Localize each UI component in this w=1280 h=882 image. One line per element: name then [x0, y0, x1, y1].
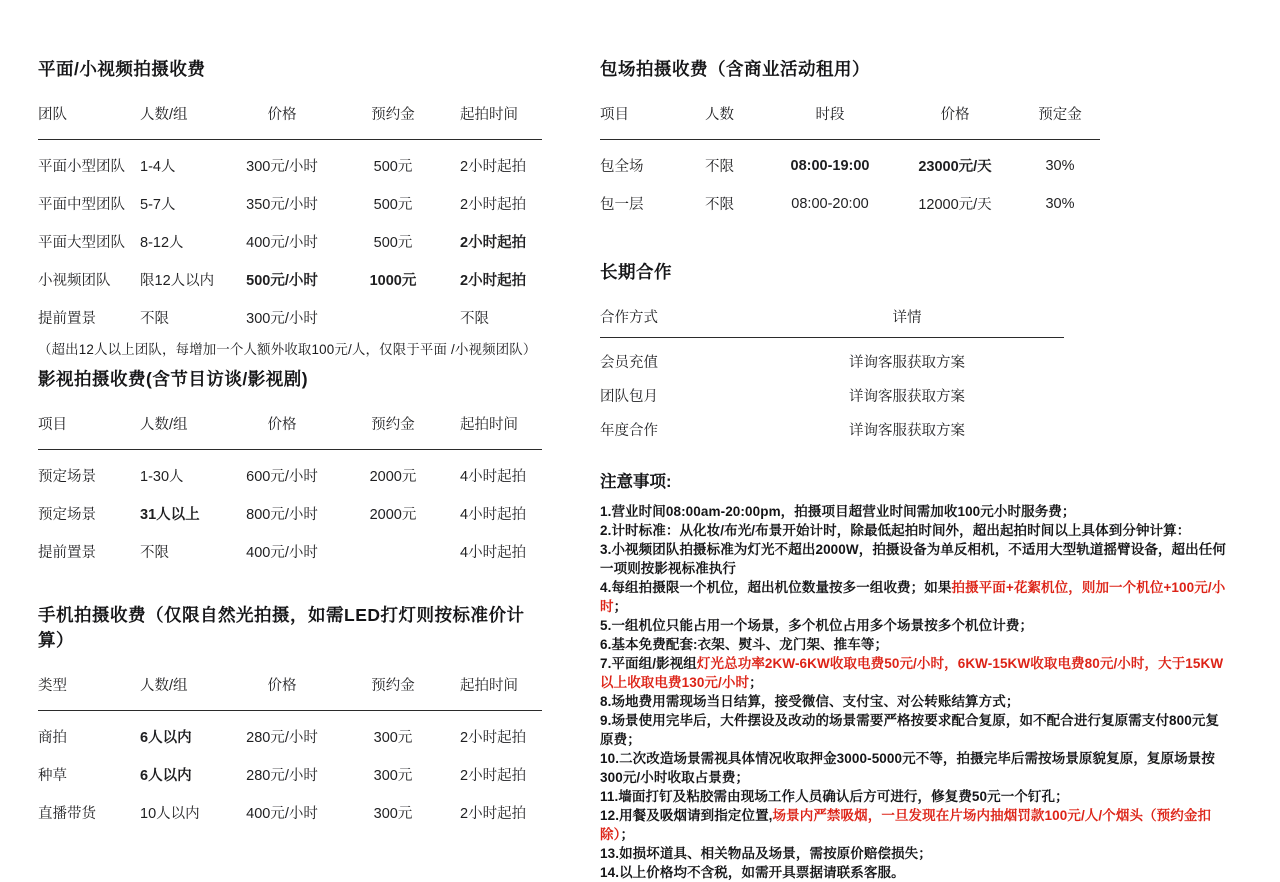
film-pricing-table	[38, 413, 542, 571]
column-header: 预约金	[371, 416, 415, 433]
note-text: 1.营业时间08:00am-20:00pm，拍摄项目超营业时间需加收100元小时服务费；	[600, 504, 1076, 519]
note-item	[600, 787, 1228, 806]
note-text: 10.二次改造场景需视具体情况收取押金3000-5000元不等，拍摄完毕后需按场景原貌复原，复原场景按300元/小时收取占景费；	[600, 751, 1215, 785]
column-header: 预约金	[371, 107, 415, 123]
column-header: 类型	[38, 678, 67, 694]
table-row	[38, 185, 542, 223]
table-cell: 23000元/天	[918, 159, 992, 175]
column-header: 起拍时间	[460, 107, 518, 123]
table-cell: 500元	[373, 197, 413, 213]
table-cell: 商拍	[38, 730, 67, 746]
table-cell: 2小时起拍	[460, 197, 527, 213]
column-header: 项目	[600, 107, 629, 123]
table-cell: 不限	[705, 197, 734, 213]
table-row	[600, 337, 1064, 378]
note-item	[600, 521, 1228, 540]
note-text: 8.场地费用需现场当日结算，接受微信、支付宝、对公转账结算方式；	[600, 694, 1020, 709]
table-cell: 400元/小时	[246, 806, 318, 822]
table-row	[38, 794, 542, 832]
note-item	[600, 616, 1228, 635]
column-header: 预定金	[1038, 107, 1082, 123]
table-cell: 平面大型团队	[38, 235, 125, 251]
table-cell: 团队包月	[600, 388, 658, 405]
note-item	[600, 806, 1228, 844]
table-cell: 08:00-19:00	[790, 157, 870, 174]
venue-pricing-table	[600, 103, 1100, 223]
table-cell: 包全场	[600, 159, 644, 175]
table-cell: 2000元	[369, 468, 417, 485]
flat-video-pricing-table	[38, 103, 542, 337]
note-item	[600, 711, 1228, 749]
table-cell: 2000元	[369, 506, 417, 523]
table-cell: 300元/小时	[246, 311, 318, 327]
column-header: 合作方式	[600, 309, 658, 326]
table-cell: 300元	[373, 768, 413, 784]
table-cell: 6人以内	[140, 730, 192, 746]
table-cell: 不限	[460, 311, 489, 327]
table-cell: 2小时起拍	[460, 730, 527, 746]
header-row	[600, 103, 1100, 140]
table-cell	[332, 299, 454, 337]
table-cell: 详询客服获取方案	[849, 354, 965, 371]
table-cell: 平面中型团队	[38, 197, 125, 213]
right-column	[600, 56, 1228, 882]
table-cell: 2小时起拍	[460, 273, 527, 289]
note-item	[600, 502, 1228, 521]
column-header: 价格	[267, 416, 297, 433]
table-cell: 包一层	[600, 197, 644, 213]
section-notes	[600, 468, 1228, 882]
table-cell: 1-4人	[140, 159, 176, 175]
table-row	[600, 140, 1100, 185]
table-cell: 10人以内	[140, 806, 200, 822]
table-cell: 提前置景	[38, 544, 96, 561]
table-cell: 600元/小时	[246, 468, 318, 485]
table-cell: 350元/小时	[246, 197, 318, 213]
table-cell: 限12人以内	[140, 273, 215, 289]
note-text: 11.墙面打钉及粘胶需由现场工作人员确认后方可进行，修复费50元一个钉孔；	[600, 789, 1069, 804]
note-text: ；	[613, 599, 628, 614]
table-row	[38, 532, 542, 570]
phone-section-title: 手机拍摄收费（仅限自然光拍摄，如需LED打灯则按标准价计算）	[38, 605, 525, 650]
note-text: 12.用餐及吸烟请到指定位置,	[600, 808, 773, 823]
table-row	[38, 756, 542, 794]
note-text: 6.基本免费配套:衣架、熨斗、龙门架、推车等；	[600, 637, 889, 652]
note-text: 3.小视频团队拍摄标准为灯光不超出2000W，拍摄设备为单反相机，不适用大型轨道摇臂设备，超出任何一项则按影视标准执行	[600, 542, 1226, 576]
table-cell: 2小时起拍	[460, 159, 527, 175]
table-cell: 31人以上	[140, 506, 200, 523]
table-row	[600, 378, 1064, 412]
table-cell: 提前置景	[38, 311, 96, 327]
table-cell: 预定场景	[38, 506, 96, 523]
note-item	[600, 540, 1228, 578]
note-item	[600, 863, 1228, 882]
table-cell: 400元/小时	[246, 544, 318, 561]
table-cell: 500元	[373, 159, 413, 175]
table-row	[38, 299, 542, 337]
table-cell	[332, 532, 454, 570]
table-cell: 300元/小时	[246, 159, 318, 175]
table-row	[38, 223, 542, 261]
table-cell: 2小时起拍	[460, 768, 527, 784]
table-cell: 不限	[705, 159, 734, 175]
table-row	[38, 261, 542, 299]
column-header: 预约金	[371, 678, 415, 694]
section-longterm-cooperation	[600, 259, 1228, 447]
longterm-table	[600, 306, 1064, 447]
table-cell: 300元	[373, 806, 413, 822]
note-text: 9.场景使用完毕后，大件摆设及改动的场景需要严格按要求配合复原，如不配合进行复原需支付800元复原费；	[600, 713, 1220, 747]
table-cell: 1000元	[369, 273, 417, 289]
table-row	[38, 711, 542, 756]
column-header: 人数/组	[140, 107, 188, 123]
note-text-highlight: 灯光总功率2KW-6KW收取电费50元/小时，6KW-15KW收取电费80元/小时，大于15KW以上收取电费130元/小时	[600, 656, 1224, 690]
table-cell: 500元/小时	[246, 273, 318, 289]
note-text: 4.每组拍摄限一个机位，超出机位数量按多一组收费；如果	[600, 580, 952, 595]
column-header: 起拍时间	[460, 416, 518, 433]
left-column	[38, 56, 544, 882]
film-section-title: 影视拍摄收费(含节目访谈/影视剧)	[38, 368, 309, 389]
table-cell: 直播带货	[38, 806, 96, 822]
note-text: 14.以上价格均不含税，如需开具票据请联系客服。	[600, 865, 905, 880]
flat-video-section-title: 平面/小视频拍摄收费	[38, 59, 206, 79]
table-cell: 5-7人	[140, 197, 176, 213]
table-cell: 4小时起拍	[460, 544, 527, 561]
column-header: 人数/组	[140, 678, 188, 694]
table-cell: 详询客服获取方案	[849, 388, 965, 405]
table-cell: 2小时起拍	[460, 235, 527, 251]
note-text: 2.计时标准：从化妆/布光/布景开始计时，除最低起拍时间外，超出起拍时间以上具体到分钟计算：	[600, 523, 1191, 538]
column-header: 人数	[705, 107, 734, 123]
note-text: ；	[620, 827, 635, 842]
note-text: 5.一组机位只能占用一个场景，多个机位占用多个场景按多个机位计费；	[600, 618, 1034, 633]
column-header: 团队	[38, 107, 67, 123]
header-row	[38, 674, 542, 711]
notes-list	[600, 502, 1228, 882]
venue-section-title: 包场拍摄收费（含商业活动租用）	[600, 59, 870, 79]
note-item	[600, 578, 1228, 616]
column-header: 价格	[267, 678, 297, 694]
table-cell: 12000元/天	[918, 197, 992, 213]
note-item	[600, 749, 1228, 787]
table-row	[38, 140, 542, 185]
column-header: 价格	[267, 107, 297, 123]
table-cell: 1-30人	[140, 468, 184, 485]
table-cell: 400元/小时	[246, 235, 318, 251]
table-cell: 详询客服获取方案	[849, 422, 965, 439]
table-row	[38, 449, 542, 494]
table-cell: 8-12人	[140, 235, 184, 251]
note-text: ；	[749, 675, 763, 690]
note-text: 7.平面组/影视组	[600, 656, 697, 671]
column-header: 价格	[940, 107, 970, 123]
table-row	[600, 412, 1064, 446]
table-cell: 300元	[373, 730, 413, 746]
table-cell: 800元/小时	[246, 506, 318, 523]
flat-video-footnote: （超出12人以上团队，每增加一个人额外收取100元/人，仅限于平面 /小视频团队）	[38, 341, 537, 357]
table-cell: 08:00-20:00	[791, 195, 869, 212]
note-item	[600, 692, 1228, 711]
table-cell: 30%	[1045, 157, 1075, 174]
note-item	[600, 654, 1228, 692]
note-text-highlight: 拍摄平面+花絮机位，则加一个机位+100元/小时	[600, 580, 1226, 614]
note-text-highlight: 场景内严禁吸烟，一旦发现在片场内抽烟罚款100元/人/个烟头（预约金扣除）	[600, 808, 1212, 842]
table-cell: 4小时起拍	[460, 468, 527, 485]
note-item	[600, 844, 1228, 863]
table-cell: 小视频团队	[38, 273, 111, 289]
note-text: 13.如损坏道具、相关物品及场景，需按原价赔偿损失；	[600, 846, 932, 861]
table-row	[38, 494, 542, 532]
table-cell: 不限	[140, 544, 169, 561]
notes-title: 注意事项:	[600, 473, 672, 491]
table-cell: 280元/小时	[246, 768, 318, 784]
table-cell: 预定场景	[38, 468, 96, 485]
section-flat-video-pricing	[38, 56, 544, 358]
table-cell: 种草	[38, 768, 67, 784]
table-cell: 500元	[373, 235, 413, 251]
table-cell: 2小时起拍	[460, 806, 527, 822]
note-item	[600, 635, 1228, 654]
table-cell: 6人以内	[140, 768, 192, 784]
column-header: 起拍时间	[460, 678, 518, 694]
section-film-pricing	[38, 366, 544, 571]
table-cell: 年度合作	[600, 422, 658, 439]
longterm-section-title: 长期合作	[600, 261, 672, 282]
column-header: 人数/组	[140, 416, 188, 433]
table-cell: 平面小型团队	[38, 159, 125, 175]
section-phone-pricing	[38, 602, 544, 832]
table-row	[600, 185, 1100, 223]
section-venue-pricing	[600, 56, 1228, 223]
column-header: 项目	[38, 416, 67, 433]
column-header: 详情	[892, 309, 922, 326]
table-cell: 30%	[1045, 195, 1075, 212]
column-header: 时段	[815, 107, 845, 123]
header-row	[38, 413, 542, 450]
header-row	[38, 103, 542, 140]
table-cell: 4小时起拍	[460, 506, 527, 523]
table-cell: 280元/小时	[246, 730, 318, 746]
table-cell: 会员充值	[600, 354, 658, 371]
phone-pricing-table	[38, 674, 542, 832]
table-cell: 不限	[140, 311, 169, 327]
header-row	[600, 306, 1064, 338]
